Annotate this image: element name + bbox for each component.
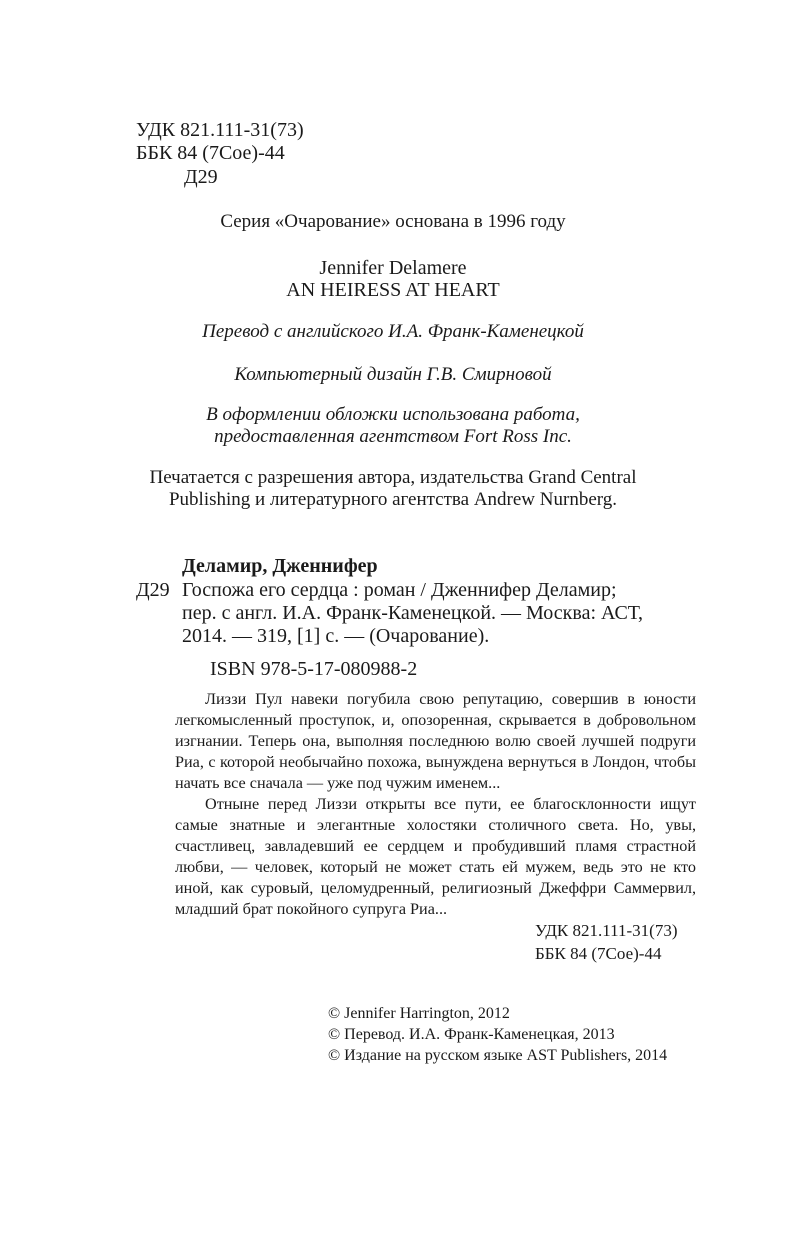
- author-sign: Д29: [184, 166, 218, 188]
- original-author: Jennifer Delamere: [319, 257, 467, 279]
- bibliographic-line1: Госпожа его сердца : роман / Дженнифер Деламир;: [182, 579, 617, 601]
- udk-code: УДК 821.111-31(73): [136, 119, 304, 141]
- bibliographic-heading: Деламир, Дженнифер: [182, 555, 378, 577]
- copyright-edition: © Издание на русском языке AST Publishers, 2014: [328, 1047, 668, 1064]
- series-note: Серия «Очарование» основана в 1996 году: [220, 211, 566, 232]
- cover-credit-line1: В оформлении обложки использована работа,: [206, 404, 580, 425]
- permission-line1: Печатается с разрешения автора, издательства Grand Central: [149, 467, 637, 488]
- isbn: ISBN 978-5-17-080988-2: [210, 658, 418, 680]
- udk-code-bottom: УДК 821.111-31(73): [535, 921, 678, 940]
- permission-line2: Publishing и литературного агентства Andrew Nurnberg.: [168, 489, 617, 510]
- design-credit: Компьютерный дизайн Г.В. Смирновой: [234, 364, 552, 385]
- bibliographic-line3: 2014. — 319, [1] с. — (Очарование).: [182, 625, 490, 647]
- original-title: AN HEIRESS AT HEART: [286, 279, 500, 301]
- bibliographic-line2: пер. с англ. И.А. Франк-Каменецкой. — Москва: АСТ,: [182, 602, 644, 624]
- bbk-code-bottom: ББК 84 (7Сое)-44: [535, 944, 662, 963]
- annotation-paragraph-1: Лиззи Пул навеки погубила свою репутацию, совершив в юности легкомысленный проступок, и, опозоренная, скрывается в добровольном изгнании. Теперь она, выполняя последнюю волю своей лучшей подруги Риа, с которой необычайно похожа, вынуждена вернуться в Лондон, чтобы начать все сначала — уже под чужим именем...: [175, 690, 696, 792]
- cover-credit-line2: предоставленная агентством Fort Ross Inc.: [214, 426, 572, 447]
- bibliographic-sign: Д29: [136, 579, 170, 601]
- annotation-paragraph-2: Отныне перед Лиззи открыты все пути, ее благосклонности ищут самые знатные и элегантные холостяки столичного света. Но, увы, счастливец, завладевший ее сердцем и пробудивший пламя страстной любви, — человек, который не может стать ей мужем, ведь это не кто иной, как суровый, целомудренный, религиозный Джеффри Саммервил, младший брат покойного супруга Риа...: [175, 795, 696, 918]
- copyright-author: © Jennifer Harrington, 2012: [328, 1005, 510, 1022]
- bbk-code: ББК 84 (7Сое)-44: [136, 142, 285, 164]
- annotation: [175, 689, 696, 920]
- copyright-translation: © Перевод. И.А. Франк-Каменецкая, 2013: [328, 1026, 615, 1043]
- translation-credit: Перевод с английского И.А. Франк-Каменецкой: [202, 321, 584, 342]
